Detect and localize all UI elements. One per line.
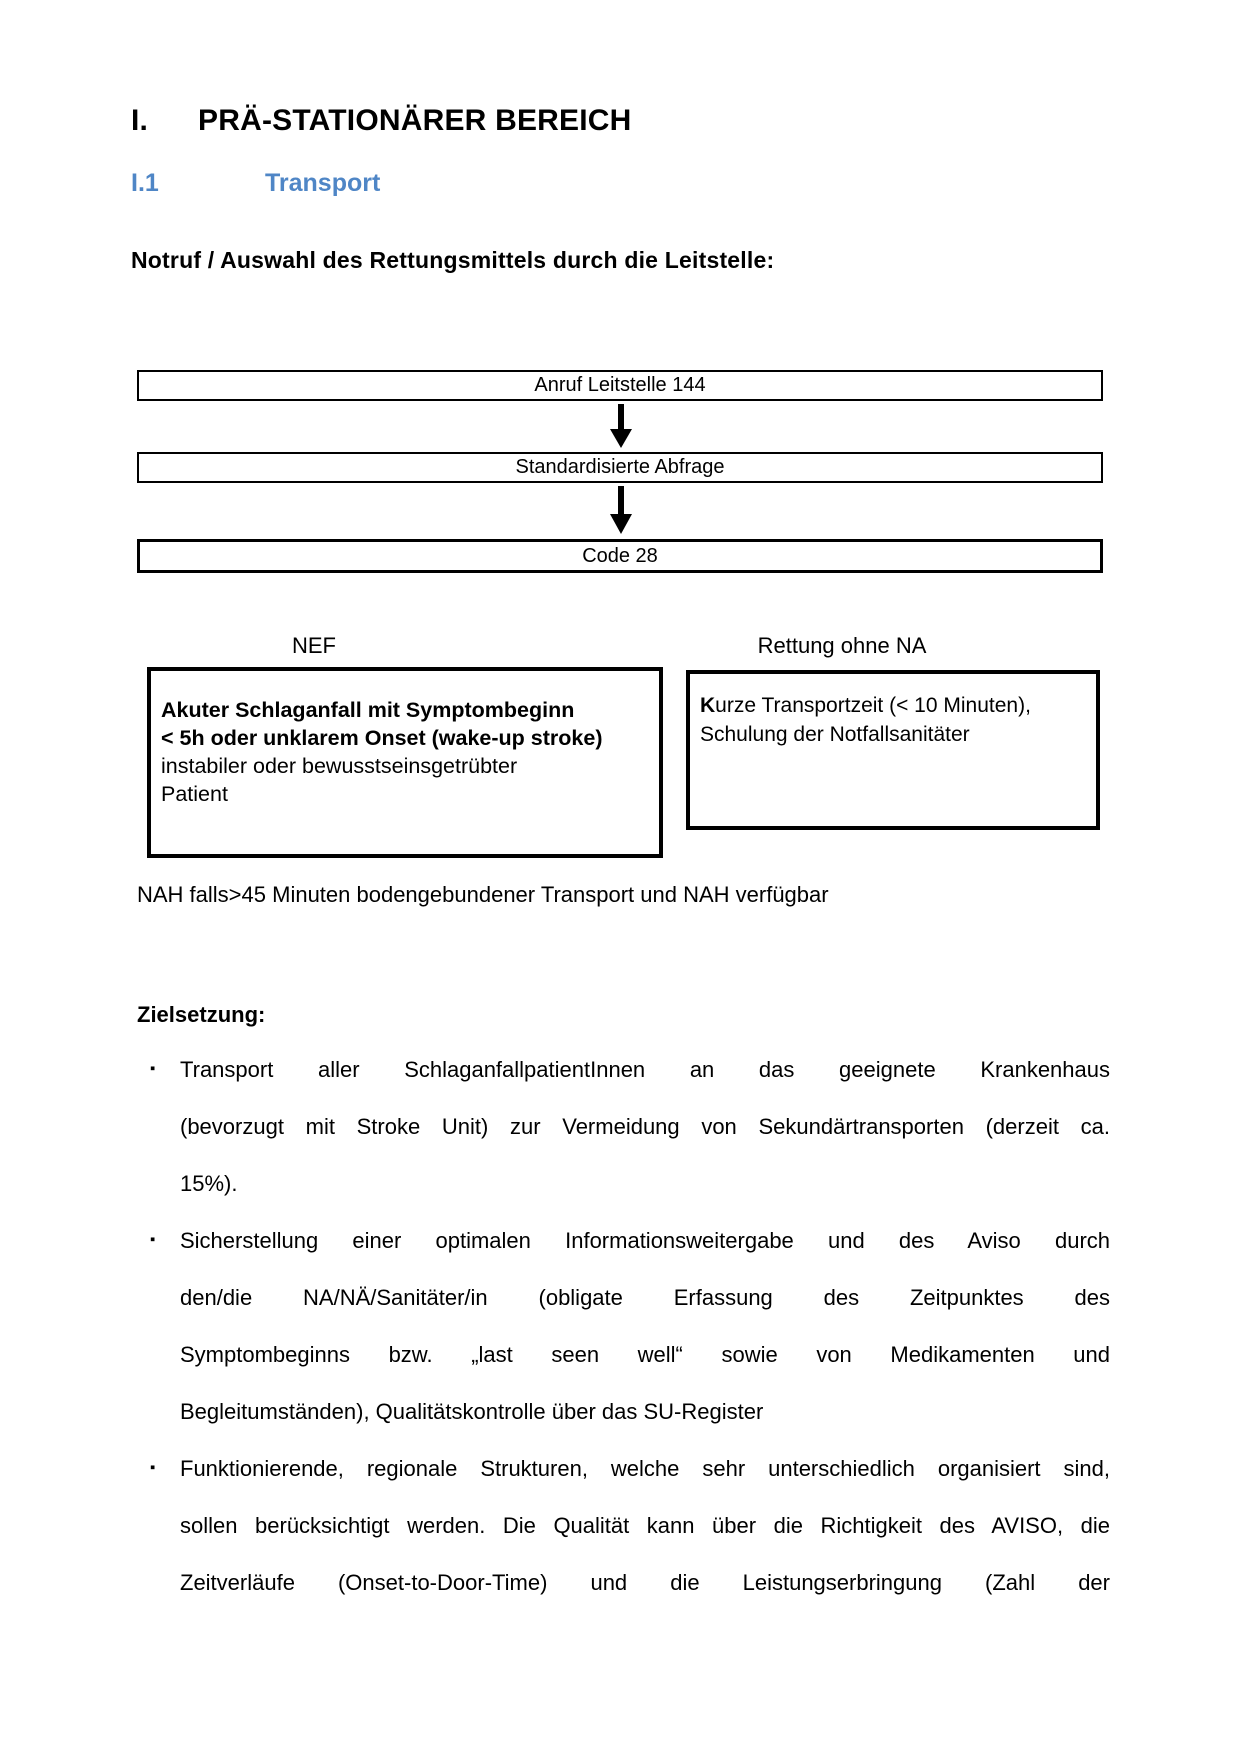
bullet-text-line: Zeitverläufe (Onset-to-Door-Time) und die Leistungserbringung (Zahl der (180, 1570, 1110, 1595)
flow-step-label: Anruf Leitstelle 144 (534, 374, 706, 396)
bullet-text-line: Begleitumständen), Qualitätskontrolle über das SU-Register (180, 1399, 764, 1424)
bullet-square-icon: ▪ (150, 1231, 156, 1248)
nef-criteria-line: < 5h oder unklarem Onset (wake-up stroke) (161, 726, 603, 750)
bullet-text-line: Transport aller SchlaganfallpatientInnen an das geeignete Krankenhaus (180, 1057, 1110, 1082)
rettung-criteria-lead: K (700, 694, 716, 717)
nah-note: NAH falls>45 Minuten bodengebundener Transport und NAH verfügbar (137, 882, 829, 907)
nef-criteria-line: instabiler oder bewusstseinsgetrübter (161, 754, 518, 778)
bullet-text-line: Funktionierende, regionale Strukturen, welche sehr unterschiedlich organisiert sind, (180, 1456, 1110, 1481)
down-arrow-icon (606, 486, 636, 534)
flow-step-label: Standardisierte Abfrage (515, 456, 725, 478)
flow-step-anruf-leitstelle (137, 370, 1103, 401)
bullet-text-line: 15%). (180, 1171, 238, 1196)
subsection-number: I.1 (131, 169, 159, 197)
bullet-text-line: Sicherstellung einer optimalen Informationsweitergabe und des Aviso durch (180, 1228, 1110, 1253)
section-title: PRÄ-STATIONÄRER BEREICH (198, 104, 632, 137)
rettung-criteria-line: Schulung der Notfallsanitäter (700, 723, 970, 746)
list-item (150, 1227, 1110, 1455)
bullet-square-icon: ▪ (150, 1060, 156, 1077)
rettung-criteria-rest: urze Transportzeit (< 10 Minuten), (715, 694, 1031, 717)
nef-criteria-box (147, 667, 663, 858)
bullet-text-line: den/die NA/NÄ/Sanitäter/in (obligate Erfassung des Zeitpunktes des (180, 1285, 1110, 1310)
branch-label-nef: NEF (292, 633, 336, 658)
bullet-text-line: Symptombeginns bzw. „last seen well“ sowie von Medikamenten und (180, 1342, 1110, 1367)
list-item (150, 1455, 1110, 1626)
branch-label-rettung-ohne-na: Rettung ohne NA (757, 633, 927, 658)
bullet-square-icon: ▪ (150, 1459, 156, 1476)
list-item (150, 1056, 1110, 1227)
subsection-heading (131, 169, 380, 198)
rettung-criteria-box (686, 670, 1100, 830)
flow-step-standardisierte-abfrage (137, 452, 1103, 483)
nef-criteria-line: Patient (161, 782, 228, 806)
bullet-text-line: (bevorzugt mit Stroke Unit) zur Vermeidung von Sekundärtransporten (derzeit ca. (180, 1114, 1110, 1139)
goals-bullet-list (150, 1056, 1110, 1626)
flow-step-label: Code 28 (582, 544, 658, 567)
bullet-text-line: sollen berücksichtigt werden. Die Qualität kann über die Richtigkeit des AVISO, die (180, 1513, 1110, 1538)
subsection-title: Transport (265, 169, 381, 197)
section-heading (131, 104, 632, 138)
down-arrow-icon (606, 404, 636, 448)
flow-step-code-28 (137, 539, 1103, 573)
goals-heading: Zielsetzung: (137, 1002, 266, 1027)
flowchart-heading: Notruf / Auswahl des Rettungsmittels durch die Leitstelle: (131, 247, 775, 273)
nef-criteria-line: Akuter Schlaganfall mit Symptombeginn (161, 698, 575, 722)
section-number: I. (131, 104, 149, 137)
rettung-criteria-line (700, 691, 1086, 720)
